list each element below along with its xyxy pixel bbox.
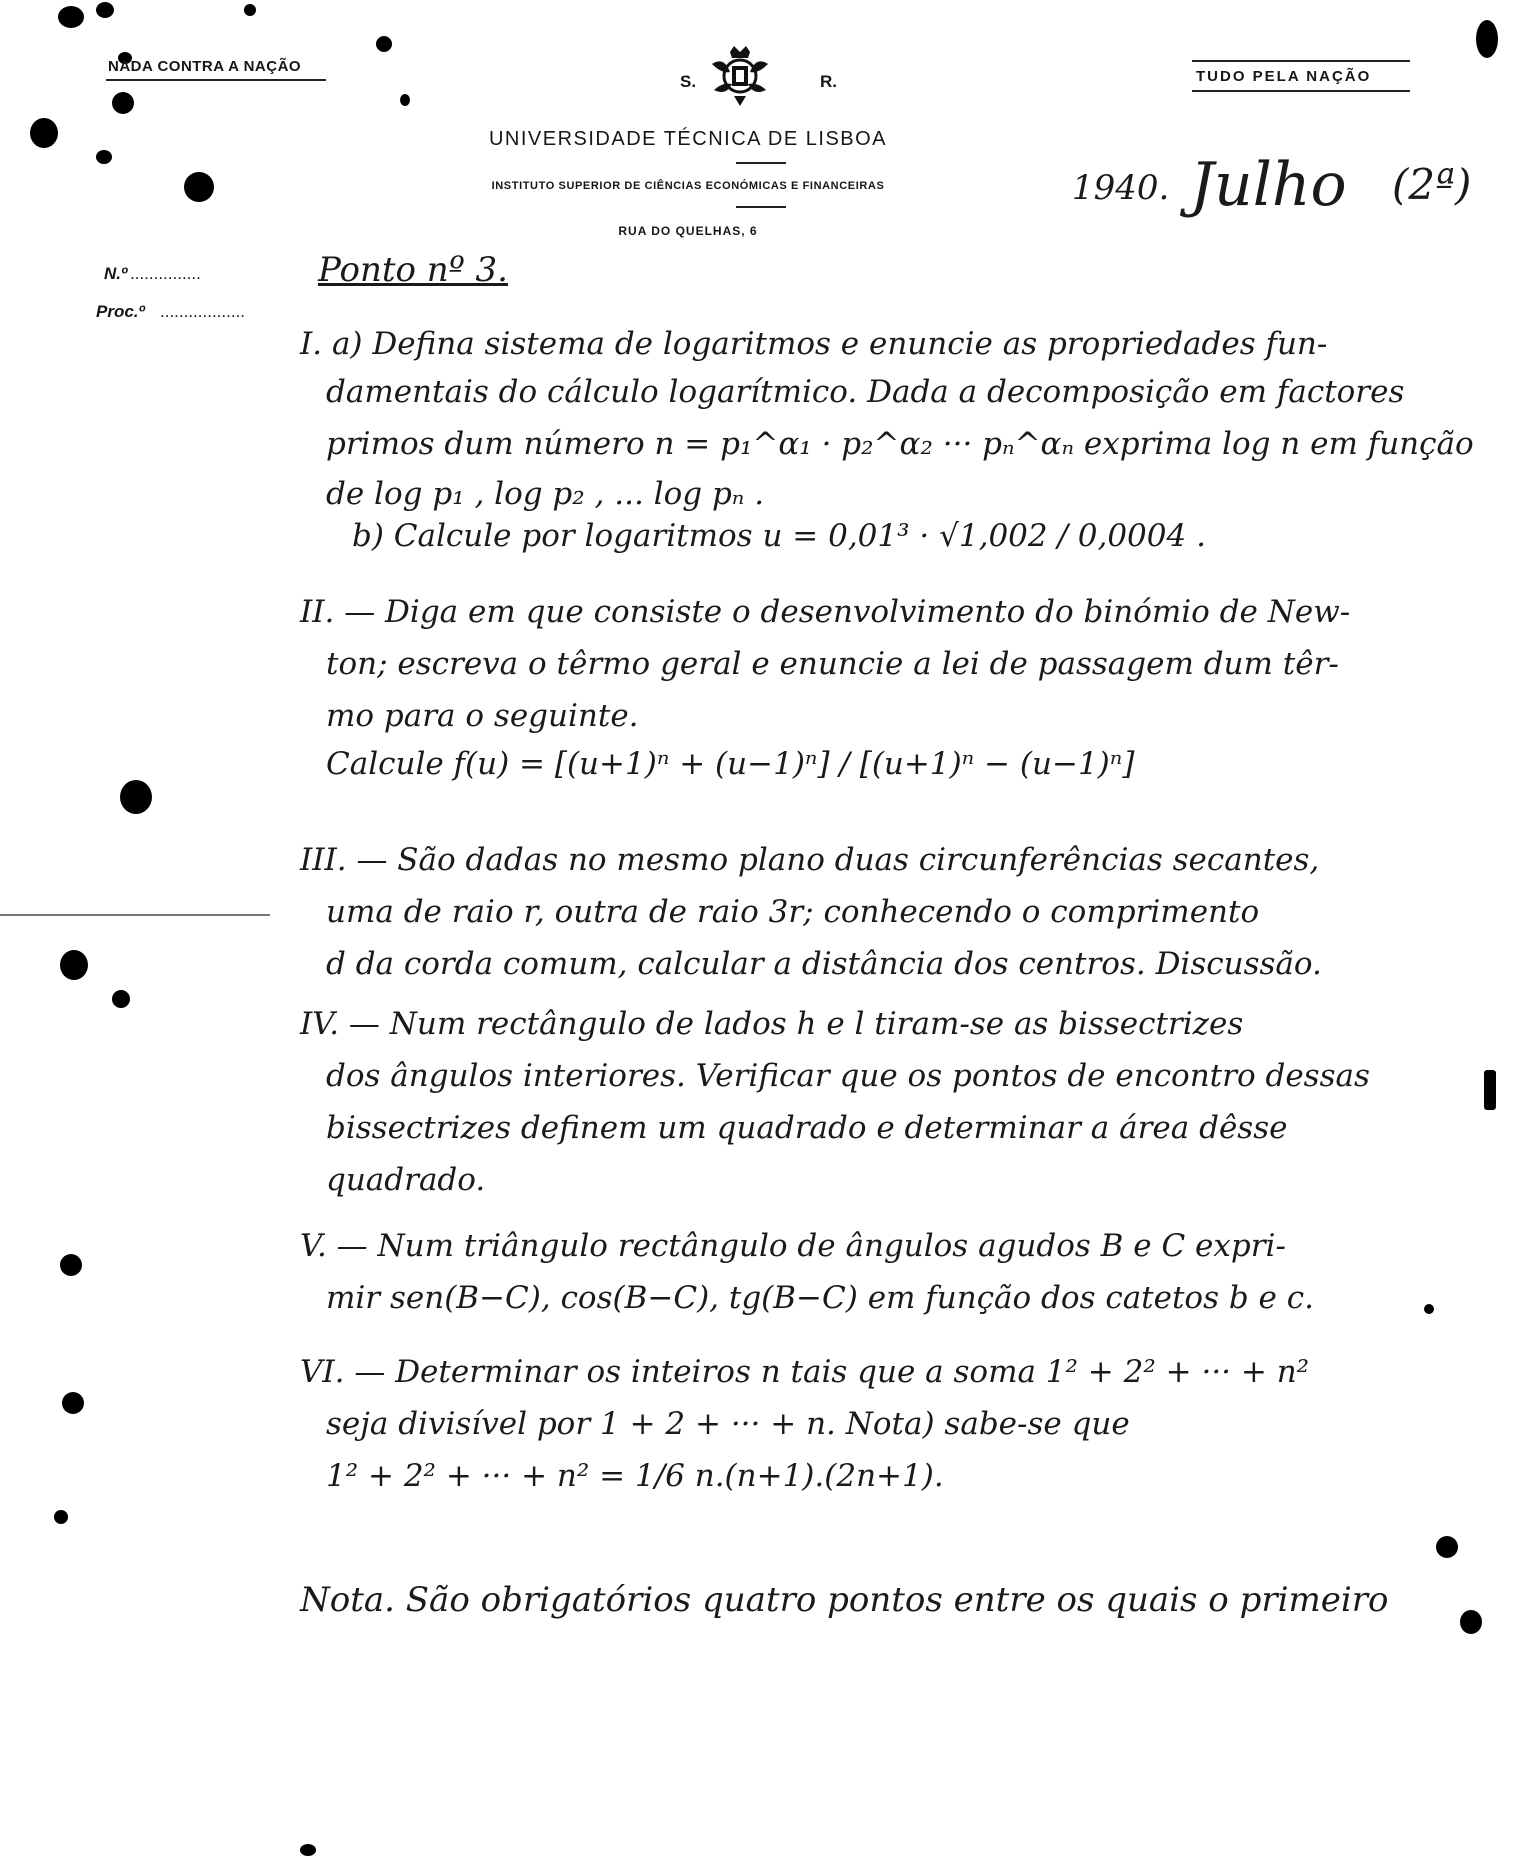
- institute-name: INSTITUTO SUPERIOR DE CIÊNCIAS ECONÓMICAS E FINANCEIRAS: [491, 180, 885, 192]
- question-line: ton; escreva o têrmo geral e enuncie a lei de passagem dum têr-: [326, 646, 1339, 682]
- question-line: IV. — Num rectângulo de lados h e l tiram-se as bissectrizes: [300, 1006, 1244, 1042]
- question-line: V. — Num triângulo rectângulo de ângulos agudos B e C expri-: [300, 1228, 1286, 1264]
- question-line: b) Calcule por logaritmos u = 0,01³ · √1,002 / 0,0004 .: [352, 518, 1206, 554]
- question-line: uma de raio r, outra de raio 3r; conhecendo o comprimento: [326, 894, 1260, 930]
- ink-speck: [1436, 1536, 1458, 1558]
- ink-speck: [300, 1844, 316, 1856]
- ink-speck: [1476, 20, 1498, 58]
- header-rule: [736, 162, 786, 164]
- question-line: mir sen(B−C), cos(B−C), tg(B−C) em função dos catetos b e c.: [326, 1280, 1314, 1316]
- question-line: dos ângulos interiores. Verificar que os pontos de encontro dessas: [326, 1058, 1370, 1094]
- ink-speck: [112, 92, 134, 114]
- ponto-heading: Ponto nº 3.: [318, 250, 508, 290]
- question-line: I. a) Defina sistema de logaritmos e enuncie as propriedades fun-: [300, 326, 1328, 362]
- date-year: 1940.: [1072, 168, 1170, 208]
- motto-left-rule: [106, 79, 326, 81]
- seal-right-letter: R.: [820, 72, 837, 91]
- ink-speck: [58, 6, 84, 28]
- question-line: quadrado.: [326, 1162, 486, 1198]
- university-name: UNIVERSIDADE TÉCNICA DE LISBOA: [488, 128, 888, 150]
- ink-speck: [400, 94, 410, 106]
- ink-speck: [1460, 1610, 1482, 1634]
- motto-left: NADA CONTRA A NAÇÃO: [108, 58, 302, 75]
- motto-right-rule-bottom: [1192, 90, 1410, 92]
- ink-speck: [376, 36, 392, 52]
- motto-right: TUDO PELA NAÇÃO: [1196, 68, 1372, 85]
- question-line: primos dum número n = p₁^α₁ · p₂^α₂ ··· pₙ^αₙ exprima log n em função: [326, 426, 1474, 462]
- ink-speck: [244, 4, 256, 16]
- date-month: Julho: [1190, 150, 1347, 220]
- date-session: (2ª): [1392, 160, 1472, 209]
- ink-speck: [120, 780, 152, 814]
- seal-left-letter: S.: [680, 72, 697, 91]
- question-line: III. — São dadas no mesmo plano duas circunferências secantes,: [300, 842, 1320, 878]
- ink-speck: [62, 1392, 84, 1414]
- ink-speck: [60, 950, 88, 980]
- question-line: seja divisível por 1 + 2 + ··· + n. Nota) sabe-se que: [326, 1406, 1130, 1442]
- process-label: Proc.º: [96, 302, 145, 321]
- question-line: VI. — Determinar os inteiros n tais que a soma 1² + 2² + ··· + n²: [300, 1354, 1310, 1390]
- question-line: 1² + 2² + ··· + n² = 1/6 n.(n+1).(2n+1).: [326, 1458, 944, 1494]
- question-line: mo para o seguinte.: [326, 698, 639, 734]
- process-dots: ..................: [160, 302, 246, 321]
- question-line: d da corda comum, calcular a distância dos centros. Discussão.: [326, 946, 1322, 982]
- ink-speck: [54, 1510, 68, 1524]
- ink-speck: [1424, 1304, 1434, 1314]
- ink-speck: [96, 150, 112, 164]
- motto-right-rule-top: [1192, 60, 1410, 62]
- number-dots: ...............: [130, 264, 201, 283]
- ink-speck: [96, 2, 114, 18]
- coat-of-arms-seal-icon: [708, 44, 772, 108]
- number-label: N.º: [104, 264, 128, 283]
- question-line: Calcule f(u) = [(u+1)ⁿ + (u−1)ⁿ] / [(u+1)ⁿ − (u−1)ⁿ]: [326, 746, 1135, 782]
- exam-note: Nota. São obrigatórios quatro pontos entre os quais o primeiro: [300, 1580, 1389, 1620]
- question-line: de log p₁ , log p₂ , ... log pₙ .: [326, 476, 765, 512]
- ink-speck: [60, 1254, 82, 1276]
- header-rule: [736, 206, 786, 208]
- scan-streak: [0, 914, 270, 916]
- ink-speck: [112, 990, 130, 1008]
- question-line: damentais do cálculo logarítmico. Dada a decomposição em factores: [326, 374, 1405, 410]
- address: RUA DO QUELHAS, 6: [618, 224, 758, 238]
- ink-speck: [1484, 1070, 1496, 1110]
- question-line: II. — Diga em que consiste o desenvolvimento do binómio de New-: [300, 594, 1351, 630]
- question-line: bissectrizes definem um quadrado e determinar a área dêsse: [326, 1110, 1288, 1146]
